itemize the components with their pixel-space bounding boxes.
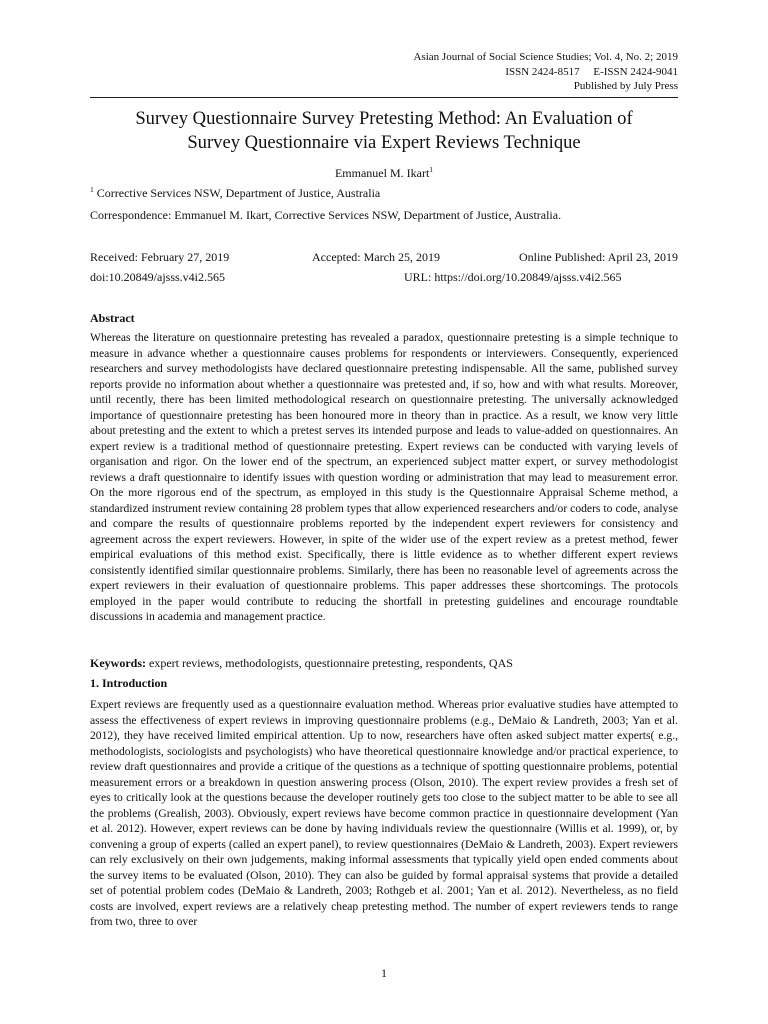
title-line-2: Survey Questionnaire via Expert Reviews Technique [187,132,581,153]
affiliation-superscript: 1 [90,185,94,194]
paper-title [90,107,678,155]
affiliation-text: Corrective Services NSW, Department of Justice, Australia [93,186,381,200]
journal-publisher: Published by July Press [573,80,678,92]
dates-row [90,250,678,265]
affiliation [90,186,380,201]
published-date: Online Published: April 23, 2019 [519,250,678,264]
keywords-text: expert reviews, methodologists, questionnaire pretesting, respondents, QAS [146,656,513,670]
header-rule [90,97,678,98]
received-date: Received: February 27, 2019 [90,250,230,264]
author-superscript: 1 [429,165,434,174]
keywords-label: Keywords: [90,656,146,670]
url-link[interactable]: URL: https://doi.org/10.20849/ajsss.v4i2.565 [404,270,622,284]
accepted-date: Accepted: March 25, 2019 [312,250,440,264]
keywords [90,656,678,671]
author-name: Emmanuel M. Ikart [334,166,430,180]
introduction-text: Expert reviews are frequently used as a questionnaire evaluation method. Whereas prior evaluative studies have attempted to assess the effectiveness of expert reviews in improving questionnaire problems (e.g., DeMaio & Landreth, 2003; Yan et al. 2012), they have received limited empirical attention. Up to now, researchers have often asked subject matter experts( e.g., methodologists, sociologists and psychologists) who have theoretical questionnaire knowledge and/or practical experience, to review draft questionnaires and provide a critique of the questions as a technique of spotting questionnaire problems, potential measurement errors or a breakdown in question answering process (Olson, 2010). The expert review provides a fresh set of eyes to critically look at the questions because the developer routinely gets too close to the subject matter to be able to see all the problems (Grealish, 2003). Obviously, expert reviews have become common practice in questionnaire development (Yan et al. 2012). However, expert reviews can be done by having individuals review the questionnaire (Willis et al. 1999), or, by convening a group of experts (called an expert panel), to review questionnaires (DeMaio & Landreth, 2003). Expert reviewers can rely exclusively on their own judgements, making informal assessments that typically yield open ended comments about the survey items to be evaluated (Olson, 2010). They can also be guided by formal appraisal systems that provide a detailed set of potential problem codes (DeMaio & Landreth, 2003; Rothgeb et al. 2001; Yan et al. 2012). Nevertheless, as no field costs are involved, expert reviews are a relatively cheap pretesting method. The number of expert reviewers tends to range from two, three to over [90,698,678,928]
doi-text: doi:10.20849/ajsss.v4i2.565 [90,270,226,284]
author [90,166,678,181]
doi-row [90,270,678,285]
abstract-text: Whereas the literature on questionnaire pretesting has revealed a paradox, questionnaire pretesting is a simple technique to measure in advance whether a questionnaire causes problems for respondents or interviewers. Consequently, experienced researchers and survey methodologists have declared questionnaire pretesting indispensable. All the same, published survey reports provide no information about whether a questionnaire was pretested and, if so, how and with what results. Moreover, until recently, there has been limited methodological research on questionnaire pretesting. The universally acknowledged importance of questionnaire pretesting has been honoured more in theory than in practice. As a result, we know very little about pretesting and the extent to which a pretest serves its intended purpose and leads to value-added on questionnaires. An expert review is a traditional method of questionnaire pretesting. Expert reviews can be conducted with varying levels of organisation and rigor. On the lower end of the spectrum, an experienced subject matter expert, or survey methodologist reviews a draft questionnaire to identify issues with question wording or administration that may lead to measurement error. On the more rigorous end of the spectrum, as employed in this study is the Questionnaire Appraisal Scheme method, a standardized instrument review containing 28 problem types that allow experienced researchers and/or coders to code, analyse and compare the results of questionnaire problems reported by the independent expert reviewers for consistency and agreement across the expert reviewers. However, in spite of the wider use of the expert review as a pretest method, fewer empirical evaluations of this method exist. Specifically, there is little evidence as to whether different expert reviews consistently identified similar questionnaire problems. Similarly, there has been no reasonable level of agreements across the expert reviewers in their evaluation of questionnaire problems. This paper addresses these shortcomings. The protocols employed in the paper would contribute to reducing the shortfall in pretesting guidelines and encourage roundtable discussions in academia and management practice. [90,331,678,623]
correspondence: Correspondence: Emmanuel M. Ikart, Corrective Services NSW, Department of Justice, Australia. [90,208,562,222]
introduction-heading: 1. Introduction [90,676,168,690]
journal-issn: ISSN 2424-8517 E-ISSN 2424-9041 [505,65,678,78]
journal-citation: Asian Journal of Social Science Studies; Vol. 4, No. 2; 2019 [413,51,678,63]
title-line-1: Survey Questionnaire Survey Pretesting Method: An Evaluation of [135,108,633,129]
page-number: 1 [381,966,387,980]
journal-header [414,50,679,94]
abstract-heading: Abstract [90,311,135,325]
